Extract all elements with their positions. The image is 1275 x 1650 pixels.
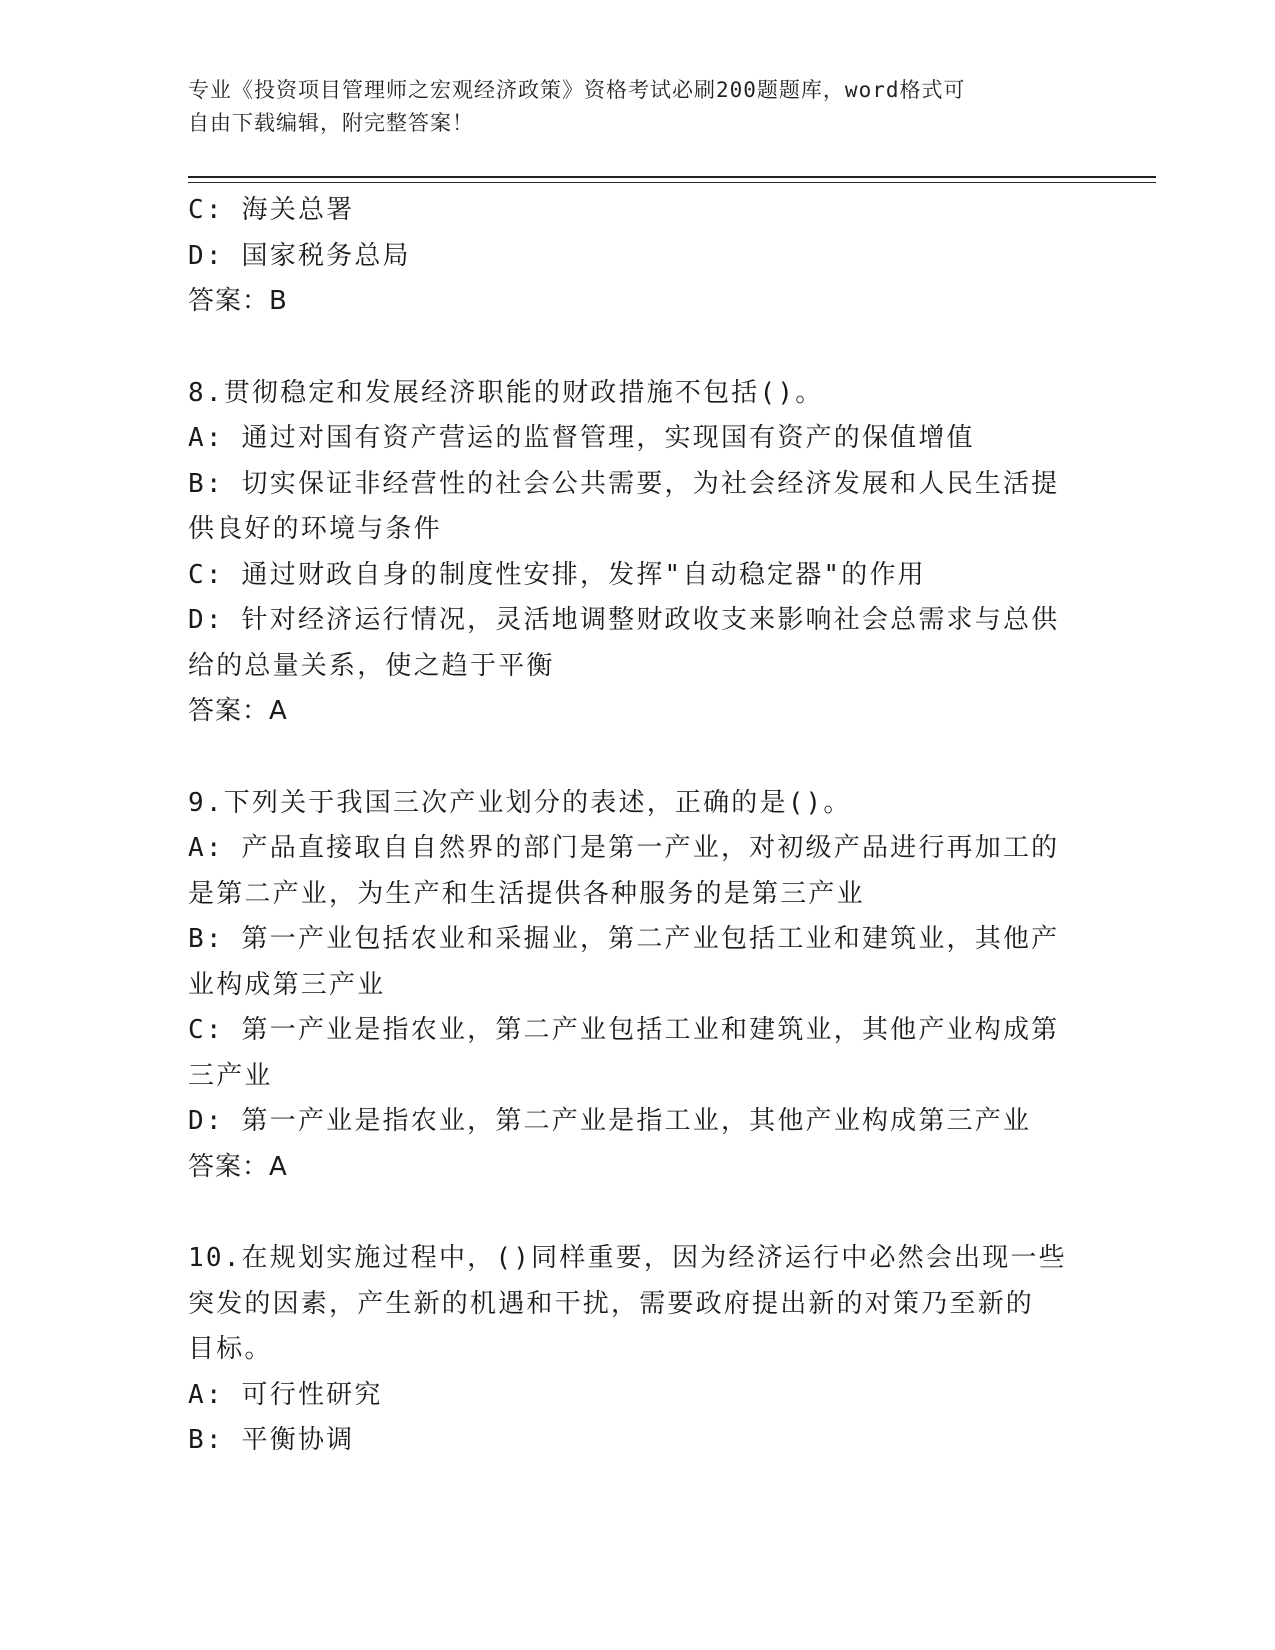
spacer <box>188 735 1088 781</box>
spacer <box>188 1190 1088 1236</box>
header-divider-thin <box>188 182 1156 183</box>
option-d: D: 国家税务总局 <box>188 240 411 271</box>
question-stem: 9.下列关于我国三次产业划分的表述，正确的是()。 <box>188 787 852 818</box>
answer-line: 答案：A <box>188 696 288 726</box>
question-10 <box>188 1236 1088 1464</box>
answer-line: 答案：A <box>188 1151 288 1182</box>
option-a-line-2: 是第二产业，为生产和生活提供各种服务的是第三产业 <box>188 878 865 909</box>
option-b-line-2: 供良好的环境与条件 <box>188 514 442 544</box>
option-c-line-1: C: 第一产业是指农业，第二产业包括工业和建筑业，其他产业构成第 <box>188 1015 1060 1045</box>
option-d-line-1: D: 针对经济运行情况，灵活地调整财政收支来影响社会总需求与总供 <box>188 605 1060 635</box>
page-header <box>188 74 1088 140</box>
option-b-line-2: 业构成第三产业 <box>188 969 386 1000</box>
question-stem-line-2: 突发的因素，产生新的机遇和干扰，需要政府提出新的对策乃至新的 <box>188 1288 1035 1319</box>
question-stem-line-1: 10.在规划实施过程中，()同样重要，因为经济运行中必然会出现一些 <box>188 1243 1067 1273</box>
question-8 <box>188 371 1088 735</box>
option-b: B: 平衡协调 <box>188 1425 355 1455</box>
spacer <box>188 325 1088 371</box>
option-b-line-1: B: 第一产业包括农业和采掘业，第二产业包括工业和建筑业，其他产 <box>188 924 1060 954</box>
option-b-line-1: B: 切实保证非经营性的社会公共需要，为社会经济发展和人民生活提 <box>188 468 1060 499</box>
header-line-2: 自由下载编辑，附完整答案！ <box>188 111 474 135</box>
option-a: A: 可行性研究 <box>188 1379 383 1410</box>
option-c: C: 通过财政自身的制度性安排，发挥"自动稳定器"的作用 <box>188 559 926 590</box>
header-divider-thick <box>188 176 1156 178</box>
option-c-line-2: 三产业 <box>188 1060 273 1091</box>
answer-line: 答案：B <box>188 286 288 316</box>
question-stem: 8.贯彻稳定和发展经济职能的财政措施不包括()。 <box>188 377 824 408</box>
question-stem-line-3: 目标。 <box>188 1334 273 1364</box>
question-content <box>188 188 1088 1464</box>
option-c: C: 海关总署 <box>188 195 355 225</box>
option-d: D: 第一产业是指农业，第二产业是指工业，其他产业构成第三产业 <box>188 1106 1032 1136</box>
question-9 <box>188 781 1088 1191</box>
option-a: A: 通过对国有资产营运的监督管理，实现国有资产的保值增值 <box>188 423 975 453</box>
question-7-tail <box>188 188 1088 325</box>
header-line-1: 专业《投资项目管理师之宏观经济政策》资格考试必刷200题题库，word格式可 <box>188 78 966 102</box>
option-d-line-2: 给的总量关系，使之趋于平衡 <box>188 650 555 681</box>
option-a-line-1: A: 产品直接取自自然界的部门是第一产业，对初级产品进行再加工的 <box>188 833 1060 863</box>
